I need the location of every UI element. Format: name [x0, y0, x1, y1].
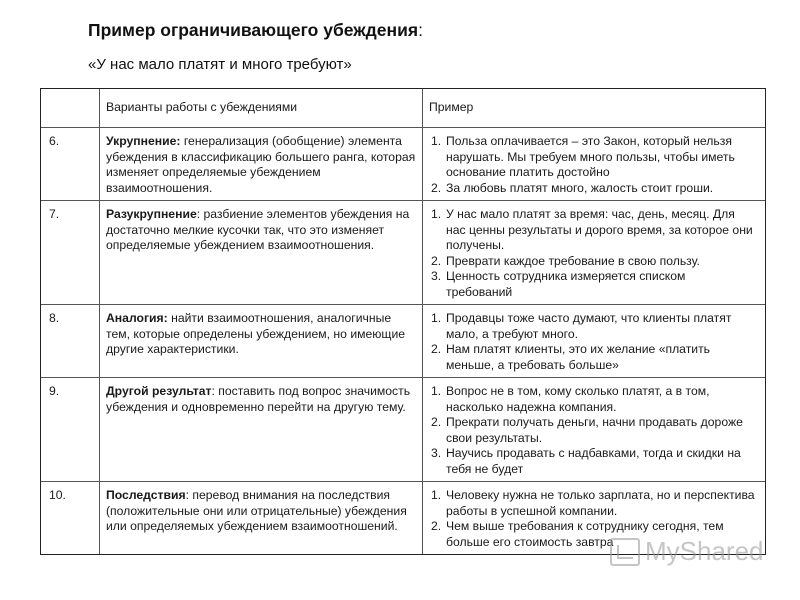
example-text: Научись продавать с надбавками, тогда и скидки на тебя не будет [446, 446, 741, 476]
example-item [429, 254, 755, 270]
page-title [88, 20, 423, 41]
example-text: Прекрати получать деньги, начни продавать дороже свои результаты. [446, 415, 743, 445]
example-list [429, 488, 755, 550]
header-variants-cell: Варианты работы с убеждениями [99, 89, 422, 127]
row-variant [99, 377, 422, 481]
variant-term: Последствия [106, 488, 186, 502]
row-example [422, 481, 765, 554]
example-item [429, 342, 755, 373]
example-text: Чем выше требования к сотруднику сегодня, тем больше его стоимость завтра [446, 519, 724, 549]
table-row [41, 200, 765, 304]
variant-description: найти взаимоотношения, аналогичные тем, которые определены убеждением, но имеющие другие характеристики. [106, 311, 406, 356]
example-item [429, 311, 755, 342]
row-number: 6. [41, 127, 99, 200]
example-text: Преврати каждое требование в свою пользу. [446, 253, 700, 268]
row-number: 7. [41, 200, 99, 304]
header-number-cell [41, 89, 99, 127]
table-row [41, 377, 765, 481]
table-header-row [41, 89, 765, 127]
example-item [429, 415, 755, 446]
table-row [41, 481, 765, 554]
variant-description: : перевод внимания на последствия (положительные они или отрицательные) убеждения или определяемых убеждением взаимоотношений. [106, 488, 407, 533]
example-marker: 3. [431, 269, 442, 283]
example-marker: 2. [431, 342, 442, 356]
row-variant [99, 200, 422, 304]
example-marker: 3. [431, 446, 442, 460]
example-marker: 1. [431, 207, 442, 221]
page-subtitle: «У нас мало платят и много требуют» [88, 56, 352, 73]
table-row [41, 127, 765, 200]
example-item [429, 181, 755, 197]
example-marker: 1. [431, 384, 442, 398]
row-example [422, 377, 765, 481]
example-list [429, 134, 755, 196]
page-title-text: Пример ограничивающего убеждения [88, 20, 419, 40]
example-text: Ценность сотрудника измеряется списком требований [446, 269, 686, 299]
row-variant [99, 481, 422, 554]
example-text: У нас мало платят за время: час, день, месяц. Для нас ценны результаты и дорого время, за которое они получены. [446, 207, 753, 252]
table-row [41, 304, 765, 377]
example-item [429, 134, 755, 181]
watermark-text: MyShared [645, 536, 764, 566]
example-marker: 1. [431, 311, 442, 325]
variant-description: генерализация (обобщение) элемента убеждения в классификацию большего ранга, которая изменяет определяемые убеждением взаимоотношения. [106, 134, 416, 195]
header-example-cell: Пример [422, 89, 765, 127]
example-text: Нам платят клиенты, это их желание «платить меньше, а требовать больше» [446, 342, 711, 372]
example-text: За любовь платят много, жалость стоит гроши. [446, 180, 714, 195]
row-number: 9. [41, 377, 99, 481]
example-marker: 2. [431, 180, 442, 195]
example-marker: 2. [431, 253, 442, 268]
example-list [429, 207, 755, 300]
row-variant [99, 304, 422, 377]
example-marker: 2. [431, 415, 442, 429]
example-marker: 2. [431, 519, 442, 533]
example-item [429, 269, 755, 300]
page-title-colon: : [418, 20, 423, 40]
example-text: Человеку нужна не только зарплата, но и перспектива работы в успешной компании. [446, 488, 755, 518]
example-item [429, 207, 755, 254]
example-text: Польза оплачивается – это Закон, который нельзя нарушать. Мы требуем много пользы, чтобы иметь основание платить достойно [446, 134, 735, 179]
example-marker: 1. [431, 488, 442, 502]
row-example [422, 127, 765, 200]
variant-term: Другой результат [106, 384, 212, 398]
variant-term: Укрупнение: [106, 134, 181, 148]
row-example [422, 304, 765, 377]
variant-description: : разбиение элементов убеждения на достаточно мелкие кусочки так, что это изменяет определяемые убеждением взаимоотношения. [106, 207, 410, 252]
example-text: Продавцы тоже часто думают, что клиенты платят мало, а требуют много. [446, 311, 732, 341]
variant-description: : поставить под вопрос значимость убеждения и одновременно перейти на другую тему. [106, 384, 411, 414]
example-list [429, 311, 755, 373]
row-number: 10. [41, 481, 99, 554]
example-item [429, 384, 755, 415]
beliefs-table [40, 88, 766, 555]
example-item [429, 488, 755, 519]
row-variant [99, 127, 422, 200]
example-text: Вопрос не в том, кому сколько платят, а в том, насколько надежна компания. [446, 384, 710, 414]
variant-term: Аналогия: [106, 311, 168, 325]
example-list [429, 384, 755, 477]
example-marker: 1. [431, 134, 442, 148]
row-number: 8. [41, 304, 99, 377]
example-item [429, 446, 755, 477]
example-item [429, 519, 755, 550]
row-example [422, 200, 765, 304]
variant-term: Разукрупнение [106, 207, 197, 221]
